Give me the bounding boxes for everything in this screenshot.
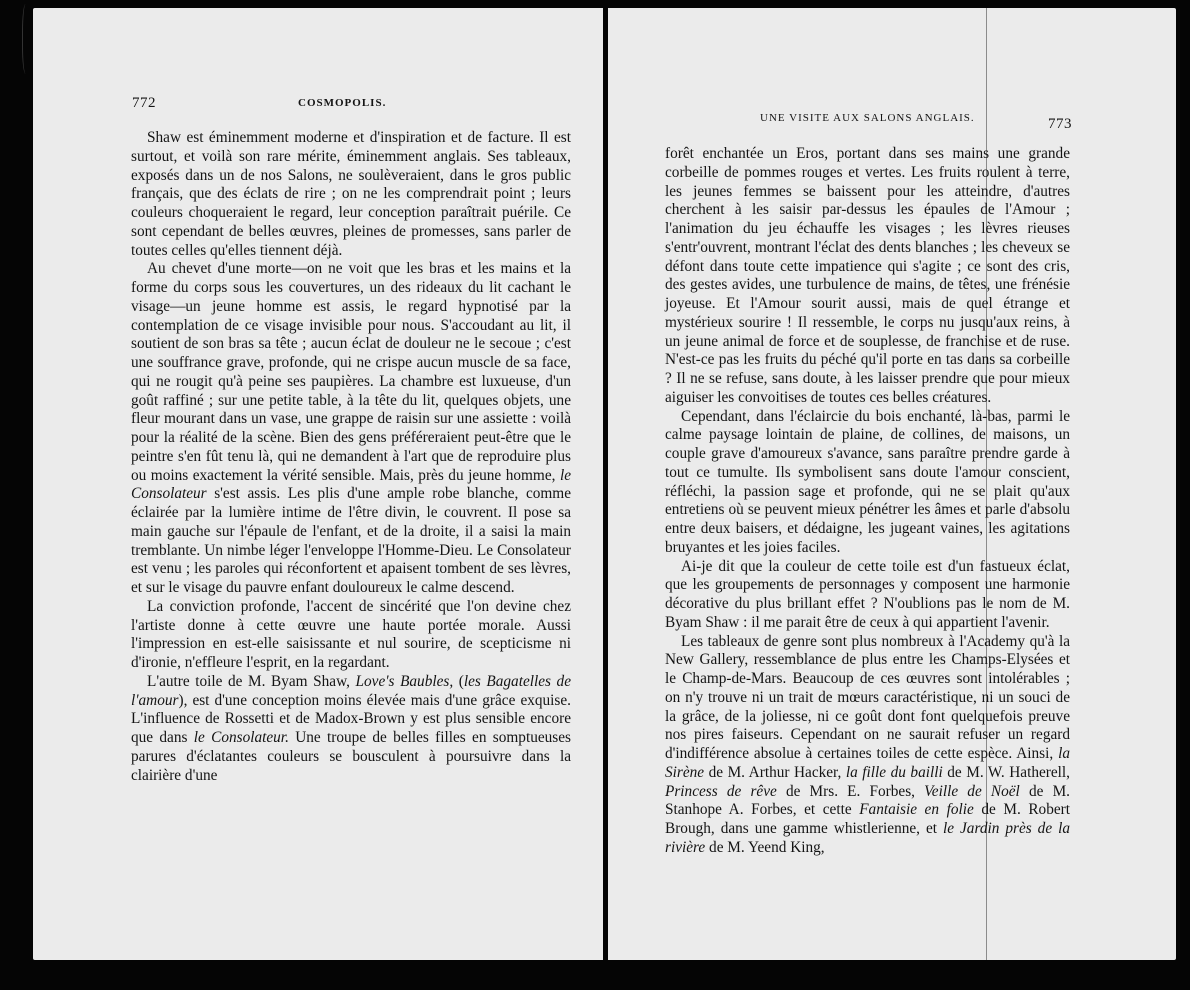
italic-title: le Jardin près de la rivière [665, 820, 1070, 856]
italic-title: la fille du bailli [845, 763, 943, 781]
text-run: de M. Robert Brough, dans une gamme whistlerienne, et [665, 801, 1070, 837]
text-run: ( [453, 672, 464, 690]
text-run: L'autre toile de M. Byam Shaw, [147, 672, 356, 690]
body-text [665, 145, 1070, 858]
italic-title: Princess de rêve [665, 782, 777, 800]
italic-title: le Consolateur. [193, 729, 289, 746]
italic-title: Love's Baubles, [355, 672, 454, 690]
left-page [33, 8, 603, 960]
paragraph [131, 260, 571, 598]
text-run: Ai-je dit que la couleur de cette toile est d'un fastueux éclat, que les groupements de personnages y composent une harmonie décorative du plus brillant effet ? N'oublions pas le nom de M. Byam Shaw : il me parait être de ceux à qui appartient l'avenir. [665, 557, 1070, 631]
text-run: de Mrs. E. Forbes, [776, 782, 925, 800]
paragraph [665, 633, 1070, 858]
text-run: Les tableaux de genre sont plus nombreux à l'Academy qu'à la New Gallery, ressemblance de plus entre les Champs-Elysées et le Champ-de-Mars. Beaucoup de ces œuvres sont intolérables ; on n'y trouve ni un trait de mœurs caractéristique, ni un souci de la grâce, de la joliesse, ni ce goût dont font quelquefois preuve nos pires faiseurs. Cependant on ne saurait refuser un regard d'indifférence absolue à certaines toiles de cette espèce. Ainsi, [665, 632, 1070, 762]
paragraph [131, 673, 571, 786]
text-run: Cependant, dans l'éclaircie du bois enchanté, là-bas, parmi le calme paysage lointain de plaine, de collines, de maisons, un couple grave d'amoureux s'avance, sans paraître prendre garde à tout ce tumulte. Ils symbolisent sans doute l'amour conscient, réfléchi, la passion sage et profonde, qui ne se plait qu'aux entretiens où se peuvent mieux pénétrer les âmes et parle d'absolu entre deux baisers, et dédaigne, les jugeant vaines, les agitations bruyantes et les joies faciles. [665, 407, 1070, 556]
text-run: La conviction profonde, l'accent de sincérité que l'on devine chez l'artiste donne à cette œuvre une haute portée morale. Aussi l'impression en est-elle saisissante et nul sourire, de scepticisme ni d'ironie, n'effleure l'esprit, en la regardant. [131, 597, 571, 671]
paragraph [665, 558, 1070, 633]
italic-title: les Bagatelles de l'amour [131, 672, 571, 709]
margin-scratch [22, 4, 31, 74]
text-run: de M. Stanhope A. Forbes, et cette [665, 782, 1070, 819]
text-run: ), est d'une conception moins élevée mais d'une grâce exquise. L'influence de Rossetti et de Madox-Brown y est plus sensible encore que dans [131, 691, 571, 746]
text-run: de M. Yeend King, [705, 838, 825, 856]
italic-title: la Sirène [665, 745, 1070, 781]
text-run: de M. Arthur Hacker, [704, 763, 846, 781]
text-run: Une troupe de belles filles en somptueuses parures d'éclatantes couleurs se bousculent à poursuivre dans la clairière d'une [131, 729, 571, 784]
text-run: forêt enchantée un Eros, portant dans ses mains une grande corbeille de pommes rouges et vertes. Les fruits roulent à terre, les jeunes femmes se baissent pour les atteindre, d'autres cherchent à les saisir par-dessus les épaules de l'Amour ; l'animation du jeu échauffe les visages ; les lèvres rieuses s'entr'ouvrent, montrant l'éclat des dents blanches ; les cheveux se défont dans toute cette impatience qui s'agite ; ce sont des cris, des gestes avides, une turbulence de mains, de têtes, une frénésie joyeuse. Et l'Amour sourit aussi, mais de quel étrange et mystérieux sourire ! Il ressemble, le corps nu jusqu'aux reins, à un jeune animal de force et de souplesse, de franchise et de ruse. N'est-ce pas les fruits du péché qu'il porte en tas dans sa corbeille ? Il ne se refuse, sans doute, à les laisser prendre que pour mieux aiguiser les convoitises de toutes ces belles créatures. [665, 145, 1070, 406]
page-number: 773 [1048, 116, 1072, 132]
italic-title: Fantaisie en folie [859, 801, 974, 819]
text-run: de M. W. Hatherell, [942, 763, 1070, 781]
italic-title: le Consolateur [131, 466, 571, 503]
paragraph [131, 129, 571, 260]
paragraph [665, 145, 1070, 408]
right-page [608, 8, 1176, 960]
italic-title: Veille de Noël [924, 782, 1020, 800]
page-number: 772 [132, 95, 156, 111]
body-text [131, 129, 571, 785]
running-title: COSMOPOLIS. [298, 97, 387, 109]
paragraph [131, 598, 571, 673]
text-run: s'est assis. Les plis d'une ample robe blanche, comme éclairée par la lumière intime de l'être divin, le couvrent. Il pose sa main gauche sur l'épaule de l'enfant, et de la droite, il a saisi la main tremblante. Un nimbe léger l'enveloppe l'Homme-Dieu. Le Consolateur est venu ; les paroles qui réconfortent et apaisent tombent de ses lèvres, et sur le visage du pauvre enfant douloureux le calme descend. [131, 485, 571, 596]
running-title: UNE VISITE AUX SALONS ANGLAIS. [760, 112, 975, 124]
text-run: Au chevet d'une morte—on ne voit que les bras et les mains et la forme du corps sous les couvertures, un des rideaux du lit cachant le visage—un jeune homme est assis, le regard hypnotisé par la contemplation de ce visage invisible pour nous. S'accoudant au lit, il soutient de son bras sa tête ; aucun éclat de douleur ne le secoue ; c'est une souffrance grave, profonde, qui ne crispe aucun muscle de sa face, qui ne rougit qu'à peine ses paupières. La chambre est luxueuse, d'un goût raffiné ; sur une petite table, à la tête du lit, quelques objets, une fleur mourant dans un vase, une grappe de raisin sur une assiette : voilà pour la réalité de la scène. Bien des gens préféreraient peut-être que le peintre s'en fût tenu là, qui ne demandent à l'art que de reproduire plus ou moins exactement la vérité sensible. Mais, près du jeune homme, [131, 260, 571, 484]
text-run: Shaw est éminemment moderne et d'inspiration et de facture. Il est surtout, et voilà son rare mérite, éminemment anglais. Ses tableaux, exposés dans un de nos Salons, ne soulèveraient, dans le gros public français, que des éclats de rire ; on ne les comprendrait point ; leurs couleurs choqueraient le regard, leur conception paraîtrait puérile. Ce sont cependant de belles œuvres, pleines de promesses, sans parler de toutes celles qu'elles tiennent déjà. [131, 129, 571, 259]
paragraph [665, 408, 1070, 558]
